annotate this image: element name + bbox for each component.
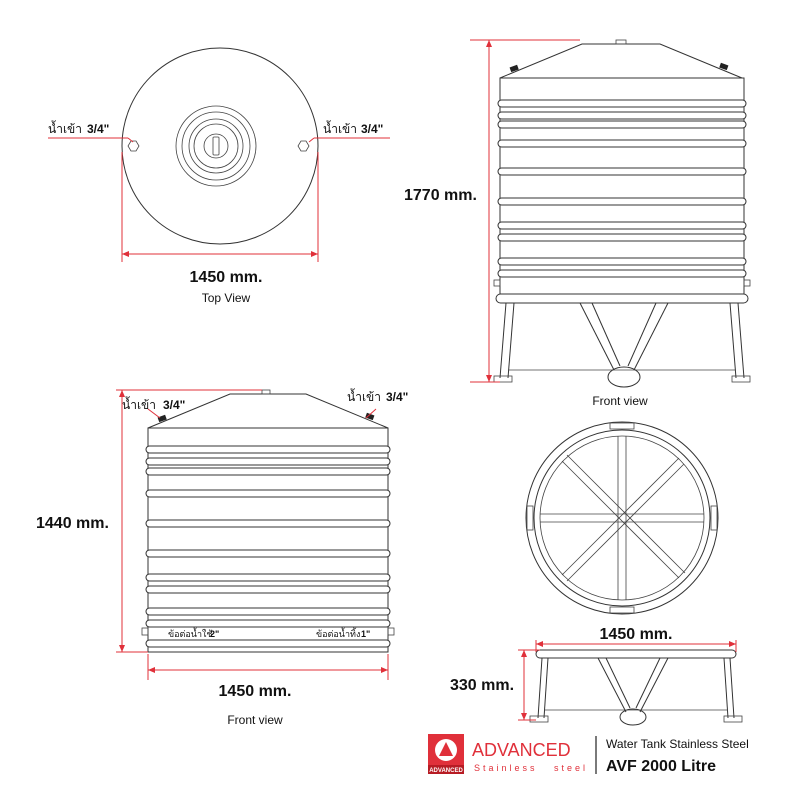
brand-block xyxy=(428,734,749,775)
top-view xyxy=(48,48,390,305)
front-view-tank xyxy=(36,388,408,727)
stand-top-rail xyxy=(536,650,736,658)
stand-height-dim-text: 330 mm. xyxy=(450,677,515,694)
tank-top-outline xyxy=(122,48,318,244)
brand-tagline: Stainless steel xyxy=(474,763,589,773)
lid-outer-ring xyxy=(176,106,256,186)
tank-front-view-caption: Front view xyxy=(227,713,283,727)
tank-inlet-right-size: 3/4" xyxy=(386,390,409,404)
inlet-nut-left xyxy=(128,141,139,151)
roof-cone xyxy=(500,44,742,78)
lid-center xyxy=(204,134,228,158)
stand-front-view-caption: Front view xyxy=(592,394,648,408)
body-ribs xyxy=(496,100,748,303)
brand-logo xyxy=(428,734,464,774)
outlet-left-label: ข้อต่อน้ำใช้ xyxy=(168,629,213,639)
outlet-left-size: 2" xyxy=(210,629,220,639)
stand-width-dim-text: 1450 mm. xyxy=(599,626,673,643)
top-inlet-right-label: น้ำเข้า xyxy=(323,122,357,136)
tank-width-dim-text: 1450 mm. xyxy=(218,683,292,700)
lid-handle xyxy=(213,137,219,155)
tank-height-dim-text: 1440 mm. xyxy=(36,515,109,532)
top-width-dim-text: 1450 mm. xyxy=(189,269,263,286)
tank-inlet-left-label: น้ำเข้า xyxy=(122,398,156,412)
stand-ring-outer xyxy=(526,422,718,614)
outlet-right-size: 1" xyxy=(361,629,371,639)
tank-body xyxy=(500,78,744,300)
stand-ring-inner xyxy=(534,430,710,606)
inlet-nut-right xyxy=(298,141,309,151)
front-view-with-stand xyxy=(404,40,750,408)
logo-text: ADVANCED xyxy=(429,768,463,774)
product-model: AVF 2000 Litre xyxy=(606,758,716,775)
stand-drain-bowl xyxy=(620,709,646,725)
outlet-fitting-left xyxy=(142,628,148,635)
product-line: Water Tank Stainless Steel xyxy=(606,737,749,751)
tank-body-ribs xyxy=(146,446,390,647)
stand-legs xyxy=(494,303,750,387)
tank-inlet-left-size: 3/4" xyxy=(163,398,186,412)
top-view-caption: Top View xyxy=(201,291,251,305)
outlet-right-label: ข้อต่อน้ำทิ้ง xyxy=(316,629,361,639)
tank-inlet-right-label: น้ำเข้า xyxy=(347,390,381,404)
top-inlet-left-size: 3/4" xyxy=(87,122,110,136)
stand-height-dim-text: 1770 mm. xyxy=(404,187,477,204)
stand-spokes xyxy=(540,436,704,600)
stand-side-view xyxy=(450,626,742,725)
top-inlet-right-size: 3/4" xyxy=(361,122,384,136)
roof-vent xyxy=(616,40,626,44)
brand-name: ADVANCED xyxy=(472,740,571,760)
top-inlet-left-label: น้ำเข้า xyxy=(48,122,82,136)
stand-top-view xyxy=(526,422,718,614)
outlet-fitting-right xyxy=(388,628,394,635)
